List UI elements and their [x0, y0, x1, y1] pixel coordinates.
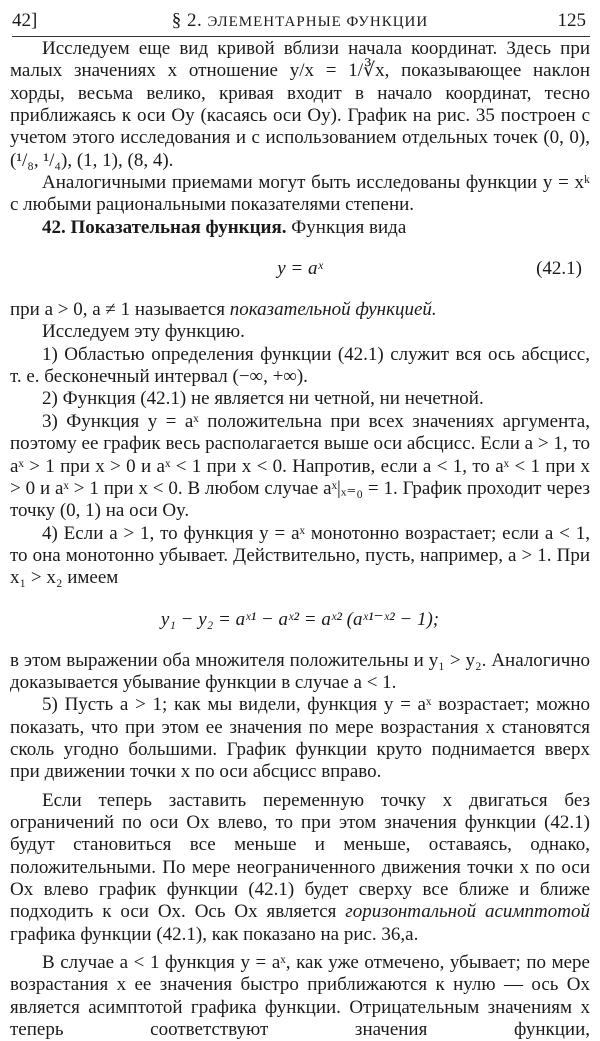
- paragraph: [10, 790, 590, 946]
- paragraph: [10, 299, 590, 321]
- paragraph-text: графика функции (42.1), как показано на рис. 36,a.: [10, 923, 419, 945]
- header-section-number: § 2.: [171, 10, 203, 31]
- emphasis-term: горизонтальной асимптотой: [345, 901, 590, 923]
- paragraph-text: при a > 0, a ≠ 1 называется: [10, 299, 226, 321]
- equation-text: y = aˣ: [277, 258, 323, 280]
- paragraph-text: Функция вида: [291, 216, 407, 238]
- header-section-ref: 42]: [12, 10, 38, 31]
- page-body: [10, 38, 590, 1041]
- paragraph: Исследуем еще вид кривой вблизи начала координат. Здесь при малых значениях x отношение y/x = 1/∛x, показывающее наклон хорды, весьма велико, кривая входит в начало координат, тесно приближаясь к оси Oy (касаясь оси Oy). График на рис. 35 построен с учетом этого исследования и с использованием отдельных точек (0, 0), (¹/₈, ¹/₄), (1, 1), (8, 4).: [10, 38, 590, 171]
- paragraph: Аналогичными приемами могут быть исследованы функции y = xᵏ с любыми рациональными показателями степени.: [10, 172, 590, 216]
- list-item-3: 3) Функция y = aˣ положительна при всех значениях аргумента, поэтому ее график весь располагается выше оси абсцисс. Если a > 1, то aˣ > 1 при x > 0 и aˣ < 1 при x < 0. Напротив, если a < 1, то aˣ < 1 при x > 0 и aˣ > 1 при x < 0. В любом случае aˣ|ₓ₌₀ = 1. График проходит через точку (0, 1) на оси Oy.: [10, 410, 590, 522]
- equation-text: y₁ − y₂ = aˣ¹ − aˣ² = aˣ² (aˣ¹⁻ˣ² − 1);: [160, 608, 440, 630]
- section-heading-paragraph: [10, 217, 590, 239]
- list-item-1: 1) Областью определения функции (42.1) служит вся ось абсцисс, т. е. бесконечный интервал (−∞, +∞).: [10, 343, 590, 388]
- emphasis-term: показательной функцией.: [229, 299, 437, 321]
- equation-difference: [10, 590, 590, 650]
- header-rule: [12, 36, 590, 37]
- paragraph-text: Если теперь заставить переменную точку x двигаться без ограничений по оси Ox влево, то при этом значения функции (42.1) будут становиться все меньше и меньше, оставаясь, однако, положительными. По мере неограниченного движения точки x по оси Ox влево график функции (42.1) будет сверху все ближе и ближе подходить к оси Ox. Ось Ox является: [10, 789, 590, 923]
- list-item-4: 4) Если a > 1, то функция y = aˣ монотонно возрастает; если a < 1, то она монотонно убывает. Действительно, пусть, например, a > 1. При x₁ > x₂ имеем: [10, 522, 590, 589]
- page-number: 125: [557, 10, 586, 31]
- equation-number: (42.1): [536, 258, 582, 280]
- section-heading: 42. Показательная функция.: [42, 216, 287, 238]
- paragraph: Исследуем эту функцию.: [42, 321, 245, 343]
- running-header: [12, 6, 588, 36]
- paragraph: В случае a < 1 функция y = aˣ, как уже отмечено, убывает; по мере возрастания x ее значения быстро приближаются к нулю — ось Ox является асимптотой графика функции. Отрицательным значениям x теперь соответствуют значения функции,: [10, 952, 590, 1041]
- list-item-5: 5) Пусть a > 1; как мы видели, функция y = aˣ возрастает; можно показать, что при этом ее значения по мере возрастания x становятся сколь угодно большими. График функции круто поднимается вверх при движении точки x по оси абсцисс вправо.: [10, 694, 590, 783]
- equation-42-1: [10, 239, 590, 299]
- list-item-2: 2) Функция (42.1) не является ни четной, ни нечетной.: [42, 388, 484, 410]
- header-title: [12, 6, 588, 37]
- paragraph: в этом выражении оба множителя положительны и y₁ > y₂. Аналогично доказывается убывание функции в случае a < 1.: [10, 649, 590, 693]
- header-section-title: ЭЛЕМЕНТАРНЫЕ ФУНКЦИИ: [207, 14, 429, 30]
